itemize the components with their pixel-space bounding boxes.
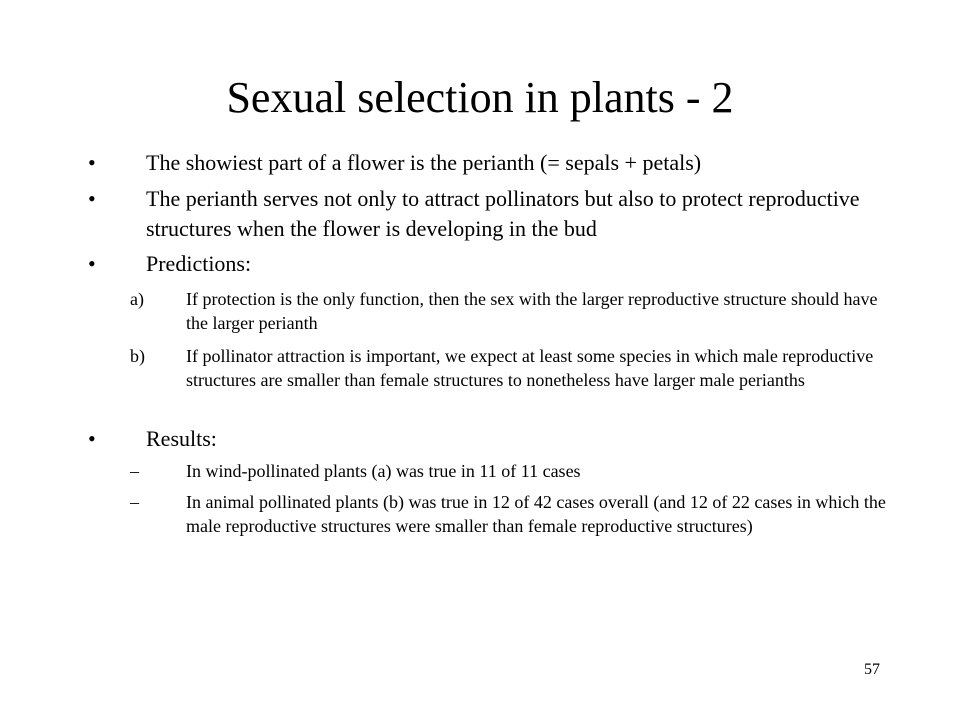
sub-item-text: In animal pollinated plants (b) was true in 12 of 42 cases overall (and 12 of 22 cases in which the male reproductive structures were smaller than female reproductive structures): [186, 492, 886, 536]
sub-item-marker: a): [130, 289, 144, 309]
bullet-text: Predictions:: [146, 251, 252, 276]
bullet-marker: •: [88, 150, 96, 175]
sub-item-marker: –: [130, 461, 139, 481]
bullet-marker: •: [88, 426, 96, 451]
sub-item-text: If pollinator attraction is important, we expect at least some species in which male reproductive structures are smaller than female structures to nonetheless have larger male perianths: [186, 346, 874, 390]
bullet-marker: •: [88, 186, 96, 211]
sub-item-marker: –: [130, 492, 139, 512]
slide-title: Sexual selection in plants - 2: [226, 73, 734, 122]
bullet-text: Results:: [146, 426, 217, 451]
sub-item-text: If protection is the only function, then the sex with the larger reproductive structure should have the larger perianth: [186, 289, 878, 333]
sub-item-text: In wind-pollinated plants (a) was true in 11 of 11 cases: [186, 461, 581, 481]
bullet-text: The perianth serves not only to attract pollinators but also to protect reproductive structures when the flower is developing in the bud: [146, 186, 860, 241]
sub-item-marker: b): [130, 346, 145, 366]
page-number: 57: [864, 661, 880, 678]
bullet-marker: •: [88, 251, 96, 276]
bullet-text: The showiest part of a flower is the perianth (= sepals + petals): [146, 150, 702, 175]
